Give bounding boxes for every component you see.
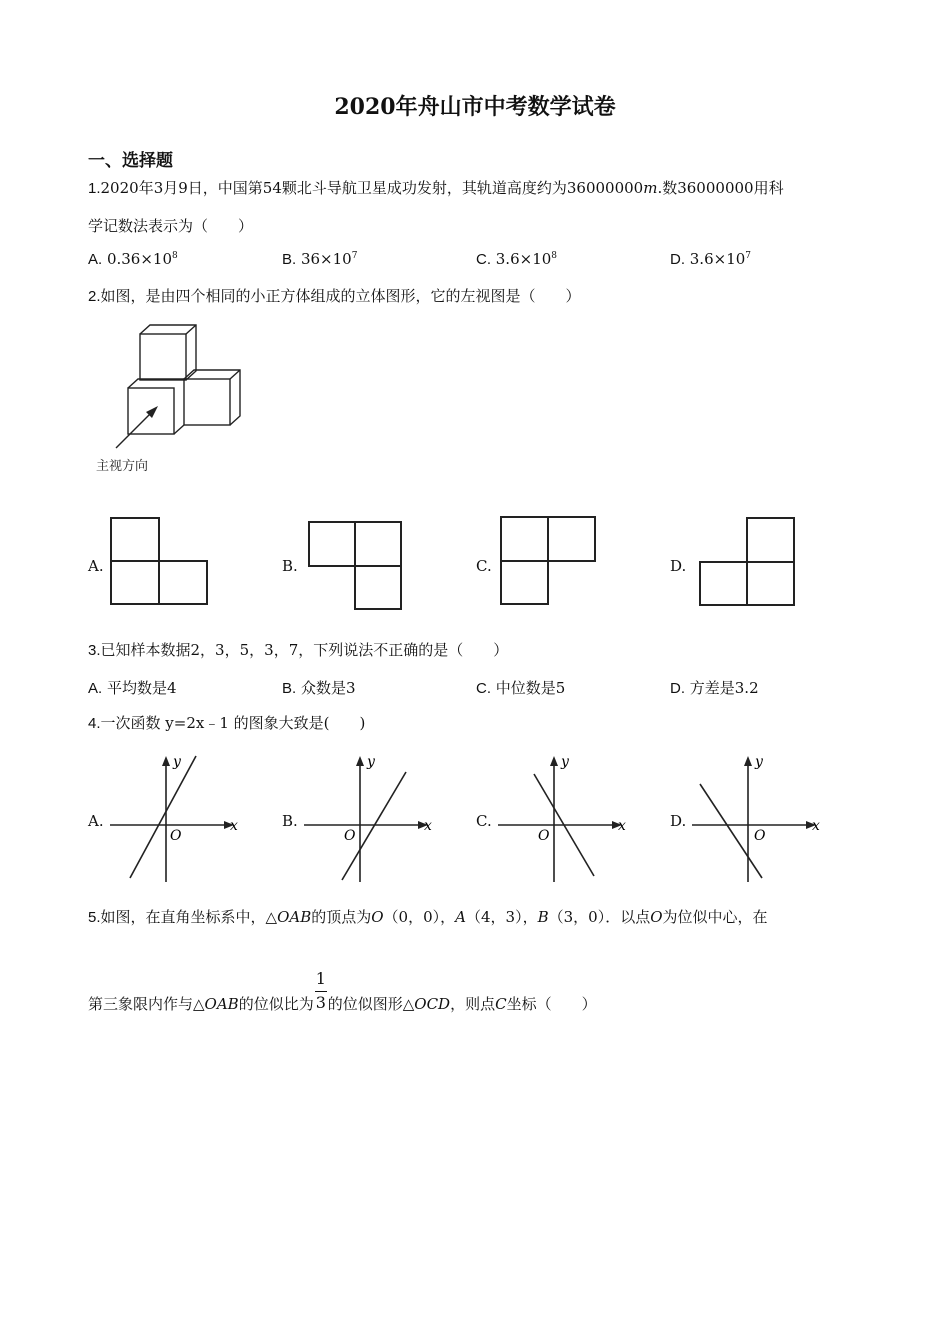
svg-text:y: y	[173, 754, 181, 770]
svg-text:x: x	[424, 818, 432, 834]
page-title: 2020年舟山市中考数学试卷	[334, 94, 616, 120]
q3-option-d[interactable]: D. 方差是3.2	[670, 679, 759, 697]
q2-option-a-label[interactable]: A.	[88, 557, 104, 575]
q4-option-a-graph[interactable]	[108, 752, 248, 884]
question-2-text: 2.如图，是由四个相同的小正方体组成的立体图形，它的左视图是（ ）	[88, 287, 581, 305]
svg-text:O: O	[754, 828, 766, 844]
q3-option-c[interactable]: C. 中位数是5	[476, 679, 566, 697]
question-5-text: 5.如图，在直角坐标系中，△OAB的顶点为O（0，0），A（4，3），B（3，0）．以点O为位似中心，在	[88, 908, 768, 926]
svg-text:O: O	[538, 828, 550, 844]
q4-option-b-label[interactable]: B.	[282, 812, 298, 830]
svg-text:y: y	[755, 754, 763, 770]
q2-option-c-label[interactable]: C.	[476, 557, 492, 575]
q3-option-a[interactable]: A. 平均数是4	[88, 679, 177, 697]
q2-option-d-label[interactable]: D.	[670, 557, 687, 575]
question-2-number: 2.	[88, 288, 101, 305]
svg-text:y: y	[561, 754, 569, 770]
q4-option-d-graph[interactable]	[690, 752, 830, 884]
svg-text:y: y	[367, 754, 375, 770]
q2-option-b-figure[interactable]	[305, 518, 405, 612]
q4-option-a-label[interactable]: A.	[88, 812, 104, 830]
question-1-text-line2: 学记数法表示为（ ）	[88, 217, 254, 235]
q2-option-d-figure[interactable]	[697, 514, 801, 609]
svg-text:O: O	[344, 828, 356, 844]
q4-option-c-label[interactable]: C.	[476, 812, 492, 830]
q2-option-a-figure[interactable]	[106, 514, 212, 608]
q4-option-d-label[interactable]: D.	[670, 812, 687, 830]
fraction-one-third: $\frac{1}{3}$	[315, 969, 326, 1012]
question-4-text: 4.一次函数 y=2x﹣1 的图象大致是( )	[88, 714, 366, 732]
q1-option-c[interactable]: C. $3.6\times 10^8$	[476, 250, 558, 268]
q4-option-c-graph[interactable]	[496, 752, 636, 884]
question-5-text-line2: 第三象限内作与△OAB的位似比为 $\frac{1}{3}$ 的位似图形△OCD，则点C坐标（ ）	[88, 969, 597, 1013]
q2-option-c-figure[interactable]	[497, 513, 601, 608]
q4-option-b-graph[interactable]	[302, 752, 442, 884]
question-3-text: 3.已知样本数据2，3，5，3，7，下列说法不正确的是（ ）	[88, 641, 509, 659]
section-heading: 一、选择题	[88, 151, 173, 171]
q1-option-d[interactable]: D. $3.6\times 10^7$	[670, 250, 752, 268]
question-4-number: 4.	[88, 715, 101, 732]
question-5-number: 5.	[88, 909, 101, 926]
q1-option-a[interactable]: A. $0.36\times 10^8$	[88, 250, 178, 268]
cube-figure	[88, 318, 253, 480]
svg-text:x: x	[230, 818, 238, 834]
q3-option-b[interactable]: B. 众数是3	[282, 679, 356, 697]
q2-option-b-label[interactable]: B.	[282, 557, 298, 575]
svg-text:O: O	[170, 828, 182, 844]
svg-text:x: x	[812, 818, 820, 834]
q1-option-b[interactable]: B. $36\times 10^7$	[282, 250, 358, 268]
figure-caption: 主视方向	[96, 459, 149, 474]
question-1-text: 1.2020年3月9日，中国第54颗北斗导航卫星成功发射，其轨道高度约为36000000m.数36000000用科	[88, 179, 784, 197]
question-1-number: 1.	[88, 180, 101, 197]
question-3-number: 3.	[88, 642, 101, 659]
svg-text:x: x	[618, 818, 626, 834]
